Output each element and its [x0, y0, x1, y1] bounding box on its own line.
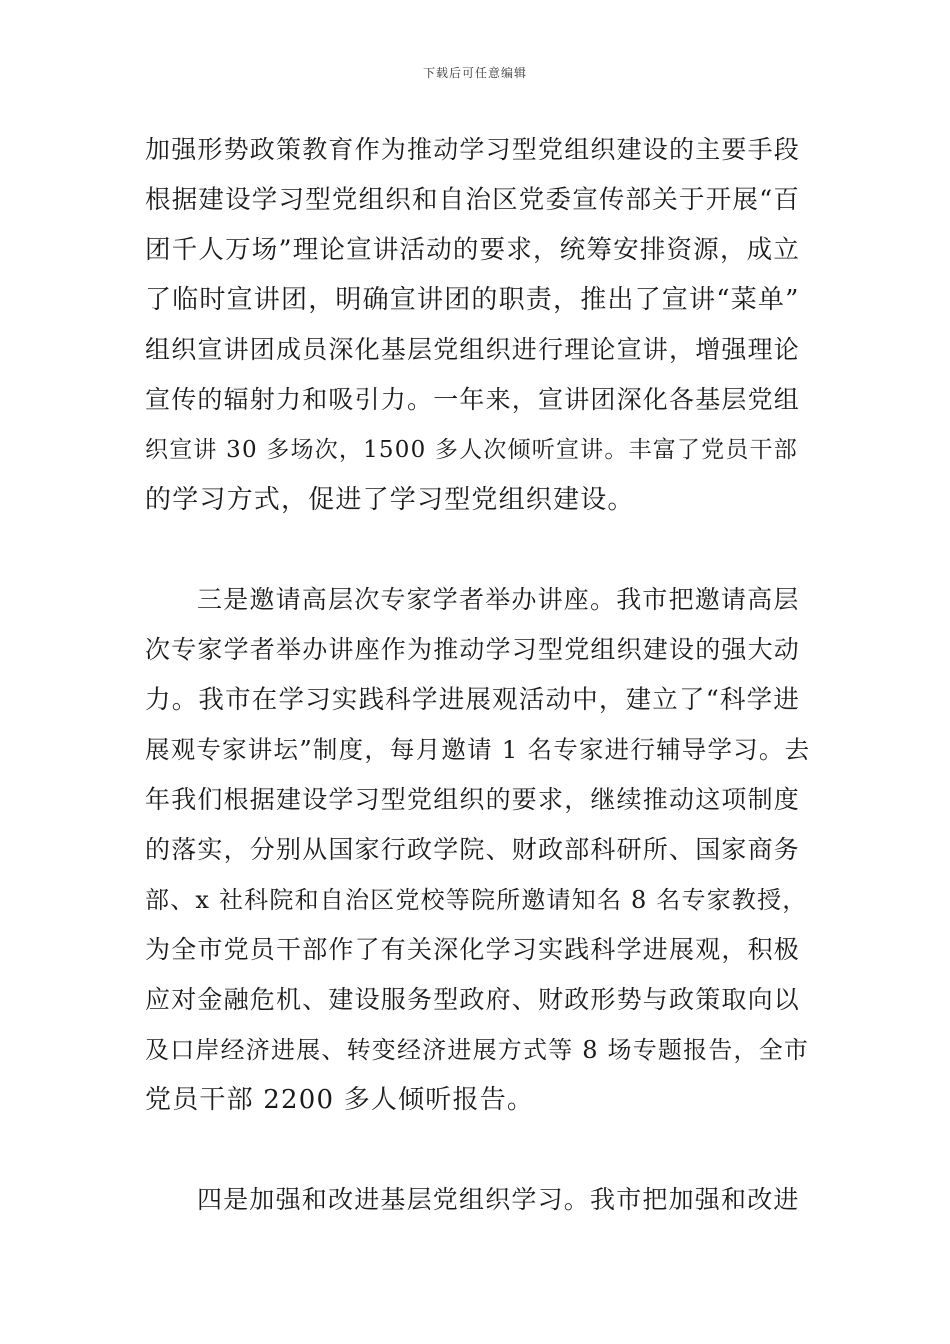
- paragraph-line: 加强形势政策教育作为推动学习型党组织建设的主要手段: [145, 135, 801, 164]
- paragraph-line: 的学习方式，促进了学习型党组织建设。: [145, 485, 635, 515]
- paragraph-line: 根据建设学习型党组织和自治区党委宣传部关于开展“百: [145, 185, 801, 215]
- paragraph-line: 为全市党员干部作了有关深化学习实践科学进展观，积极: [145, 935, 801, 964]
- paragraph-line: 展观专家讲坛”制度，每月邀请 1 名专家进行辅导学习。去: [145, 735, 811, 764]
- paragraph-line: 力。我市在学习实践科学进展观活动中，建立了“科学进: [145, 685, 801, 715]
- paragraph-line: 四是加强和改进基层党组织学习。我市把加强和改进: [197, 1185, 800, 1214]
- paragraph-line: 年我们根据建设学习型党组织的要求，继续推动这项制度: [145, 785, 801, 814]
- paragraph-line: 部、x 社科院和自治区党校等院所邀请知名 8 名专家教授，: [145, 886, 808, 914]
- paragraph-line: 宣传的辐射力和吸引力。一年来，宣讲团深化各基层党组: [145, 385, 801, 414]
- paragraph-line: 党员干部 2200 多人倾听报告。: [145, 1085, 535, 1115]
- paragraph-line: 了临时宣讲团，明确宣讲团的职责，推出了宣讲“菜单”: [145, 285, 800, 315]
- paragraph-line: 织宣讲 30 多场次，1500 多人次倾听宣讲。丰富了党员干部: [145, 437, 798, 463]
- paragraph-line: 团千人万场”理论宣讲活动的要求，统筹安排资源，成立: [145, 235, 801, 265]
- page-header: 下载后可任意编辑: [422, 66, 527, 80]
- paragraph-line: 应对金融危机、建设服务型政府、财政形势与政策取向以: [145, 985, 801, 1014]
- paragraph-line: 次专家学者举办讲座作为推动学习型党组织建设的强大动: [145, 635, 801, 664]
- paragraph-line: 及口岸经济进展、转变经济进展方式等 8 场专题报告，全市: [145, 1036, 810, 1064]
- paragraph-line: 组织宣讲团成员深化基层党组织进行理论宣讲，增强理论: [145, 335, 801, 364]
- paragraph-line: 的落实，分别从国家行政学院、财政部科研所、国家商务: [145, 835, 801, 864]
- paragraph-line: 三是邀请高层次专家学者举办讲座。我市把邀请高层: [197, 585, 800, 614]
